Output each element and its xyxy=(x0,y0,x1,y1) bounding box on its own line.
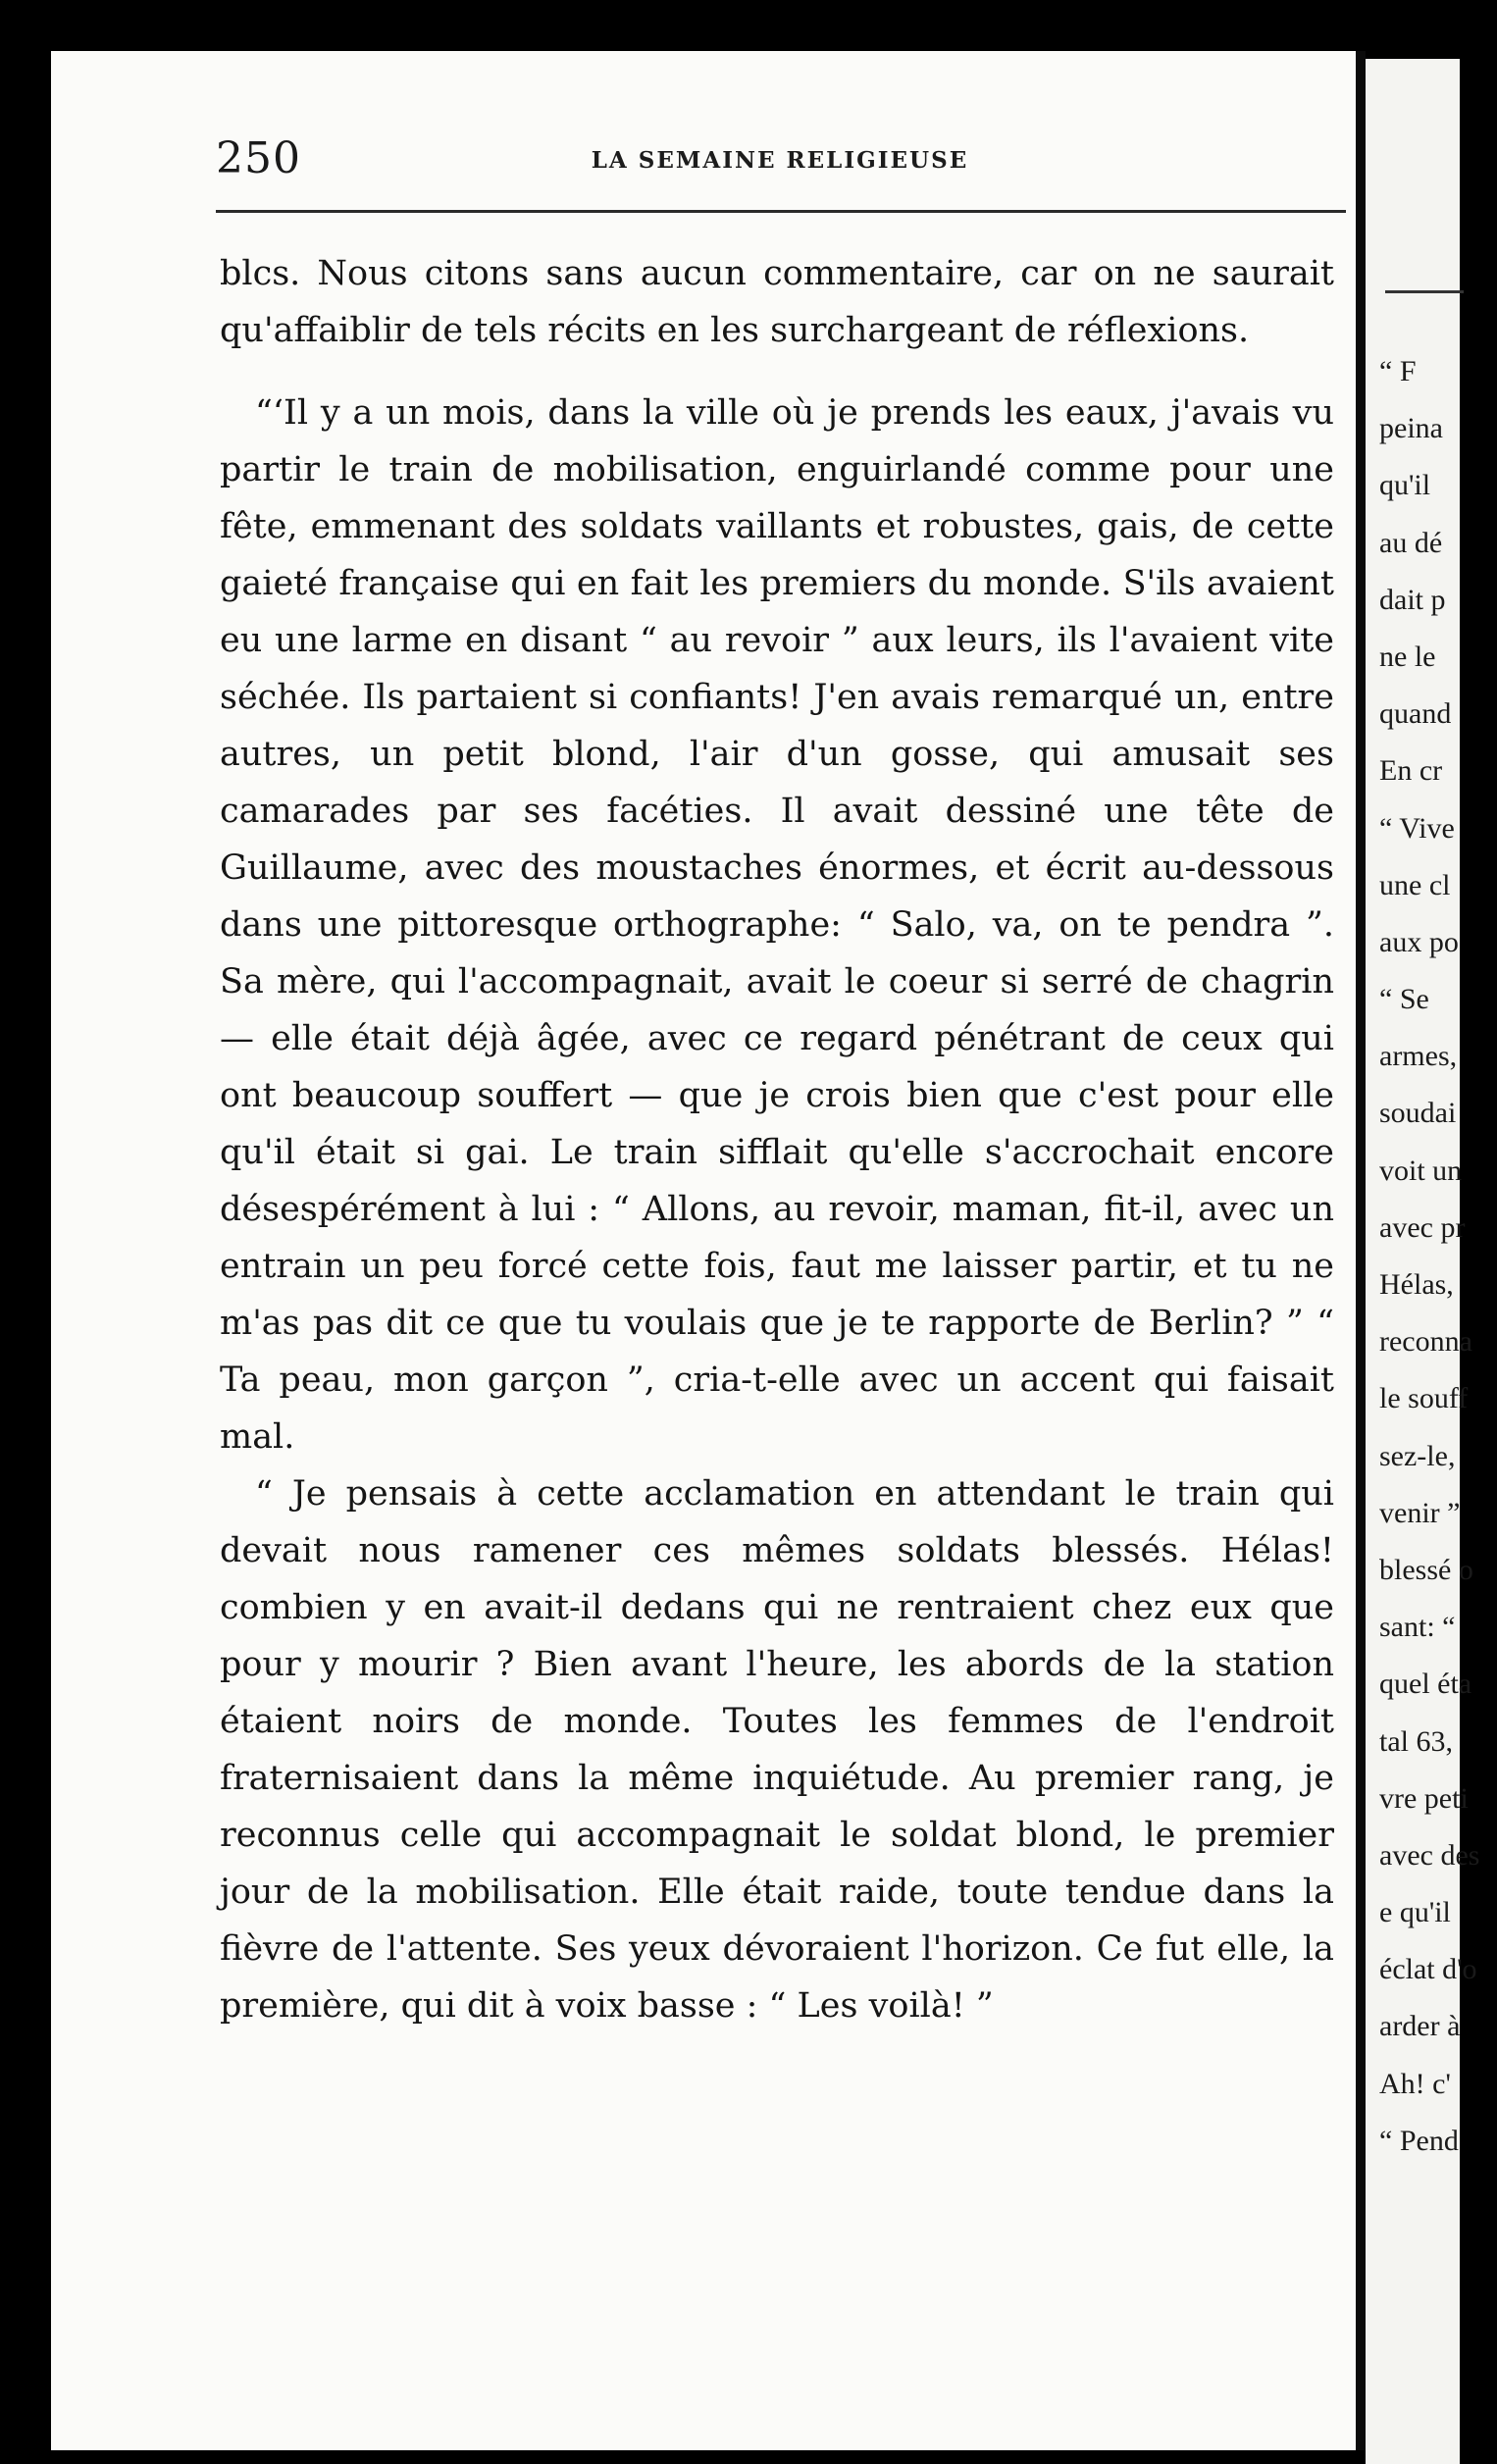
facing-page-line: “ Se xyxy=(1379,983,1429,1016)
facing-page-line: venir ” xyxy=(1379,1496,1461,1529)
facing-page-line: quel éta xyxy=(1379,1668,1472,1701)
facing-page-line: soudai xyxy=(1379,1097,1457,1130)
facing-page-line: avec pr xyxy=(1379,1210,1466,1244)
paragraph-mobilisation: “‘Il y a un mois, dans la ville où je prends les eaux, j'avais vu partir le train de mobilisation, enguirlandé comme pour une fête, emmenant des soldats vaillants et robustes, gais, de cette gaieté française qui en fait les premiers du monde. S'ils avaient eu une larme en disant “ au revoir ” aux leurs, ils l'avaient vite séchée. Ils partaient si confiants! J'en avais remarqué un, entre autres, un petit blond, l'air d'un gosse, qui amusait ses camarades par ses facéties. Il avait dessiné une tête de Guillaume, avec des moustaches énormes, et écrit au-dessous dans une pittoresque orthographe: “ Salo, va, on te pendra ”. Sa mère, qui l'accompagnait, avait le coeur si serré de chagrin — elle était déjà âgée, avec ce regard pénétrant de ceux qui ont beaucoup souffert — que je crois bien que c'est pour elle qu'il était si gai. Le train sifflait qu'elle s'accrochait encore désespérément à lui : “ Allons, au revoir, maman, fit-il, avec un entrain un peu forcé cette fois, faut me laisser partir, et tu ne m'as pas dit ce que tu voulais que je te rapporte de Berlin? ” “ Ta peau, mon garçon ”, cria-t-elle avec un accent qui faisait mal. xyxy=(220,393,1334,1457)
facing-page-line: “ Vive xyxy=(1379,811,1455,845)
facing-page-line: peina xyxy=(1379,412,1443,445)
book-gutter xyxy=(1356,51,1366,2450)
page-header xyxy=(216,133,1344,192)
facing-page-line: avec des xyxy=(1379,1838,1480,1872)
paragraph-station: “ Je pensais à cette acclamation en attendant le train qui devait nous ramener ces mêmes soldats blessés. Hélas! combien y en avait-il dedans qui ne rentraient chez eux que pour y mourir ? Bien avant l'heure, les abords de la station étaient noirs de monde. Toutes les femmes de l'endroit fraternisaient dans la même inquiétude. Au premier rang, je reconnus celle qui accompagnait le soldat blond, le premier jour de la mobilisation. Elle était raide, toute tendue dans la fièvre de l'attente. Ses yeux dévoraient l'horizon. Ce fut elle, la première, qui dit à voix basse : “ Les voilà! ” xyxy=(220,1474,1334,2026)
facing-page-line: vre peti xyxy=(1379,1781,1469,1815)
facing-page-line: qu'il xyxy=(1379,469,1431,502)
facing-page-line: éclat d'o xyxy=(1379,1953,1477,1986)
header-divider xyxy=(216,210,1346,213)
facing-page-line: ne le xyxy=(1379,640,1436,673)
facing-page-line: sant: “ xyxy=(1379,1611,1456,1644)
facing-page-line: sez-le, xyxy=(1379,1439,1456,1472)
facing-page-line: e qu'il xyxy=(1379,1896,1451,1929)
facing-page-line: blessé o xyxy=(1379,1553,1473,1586)
facing-page-line: Hélas, xyxy=(1379,1268,1454,1301)
paragraph-continuation: blcs. Nous citons sans aucun commentaire, car on ne saurait qu'affaiblir de tels récits en les surchargeant de réflexions. xyxy=(220,254,1334,350)
facing-page-line: armes, xyxy=(1379,1040,1458,1073)
facing-page-text xyxy=(1379,343,1497,2170)
facing-page-line: “ Pend xyxy=(1379,2124,1459,2157)
facing-page-line: au dé xyxy=(1379,526,1443,559)
page-number: 250 xyxy=(216,133,301,183)
facing-page-edge xyxy=(1366,59,1480,2464)
facing-page-rule xyxy=(1385,290,1464,293)
facing-page-line: tal 63, xyxy=(1379,1724,1453,1758)
running-title: LA SEMAINE RELIGIEUSE xyxy=(591,147,969,174)
facing-page-line: En cr xyxy=(1379,754,1443,788)
facing-page-line: dait p xyxy=(1379,583,1446,616)
body-text xyxy=(220,245,1334,2034)
facing-page-line: arder à xyxy=(1379,2010,1461,2043)
facing-page-line: une cl xyxy=(1379,868,1451,901)
facing-page-line: le souff xyxy=(1379,1382,1469,1415)
facing-page-line: voit un xyxy=(1379,1154,1463,1187)
facing-page-line: “ F xyxy=(1379,355,1417,387)
facing-page-line: quand xyxy=(1379,697,1452,731)
facing-page-line: Ah! c' xyxy=(1379,2067,1451,2100)
facing-page-line: reconna xyxy=(1379,1325,1472,1359)
facing-page-line: aux po xyxy=(1379,925,1459,958)
